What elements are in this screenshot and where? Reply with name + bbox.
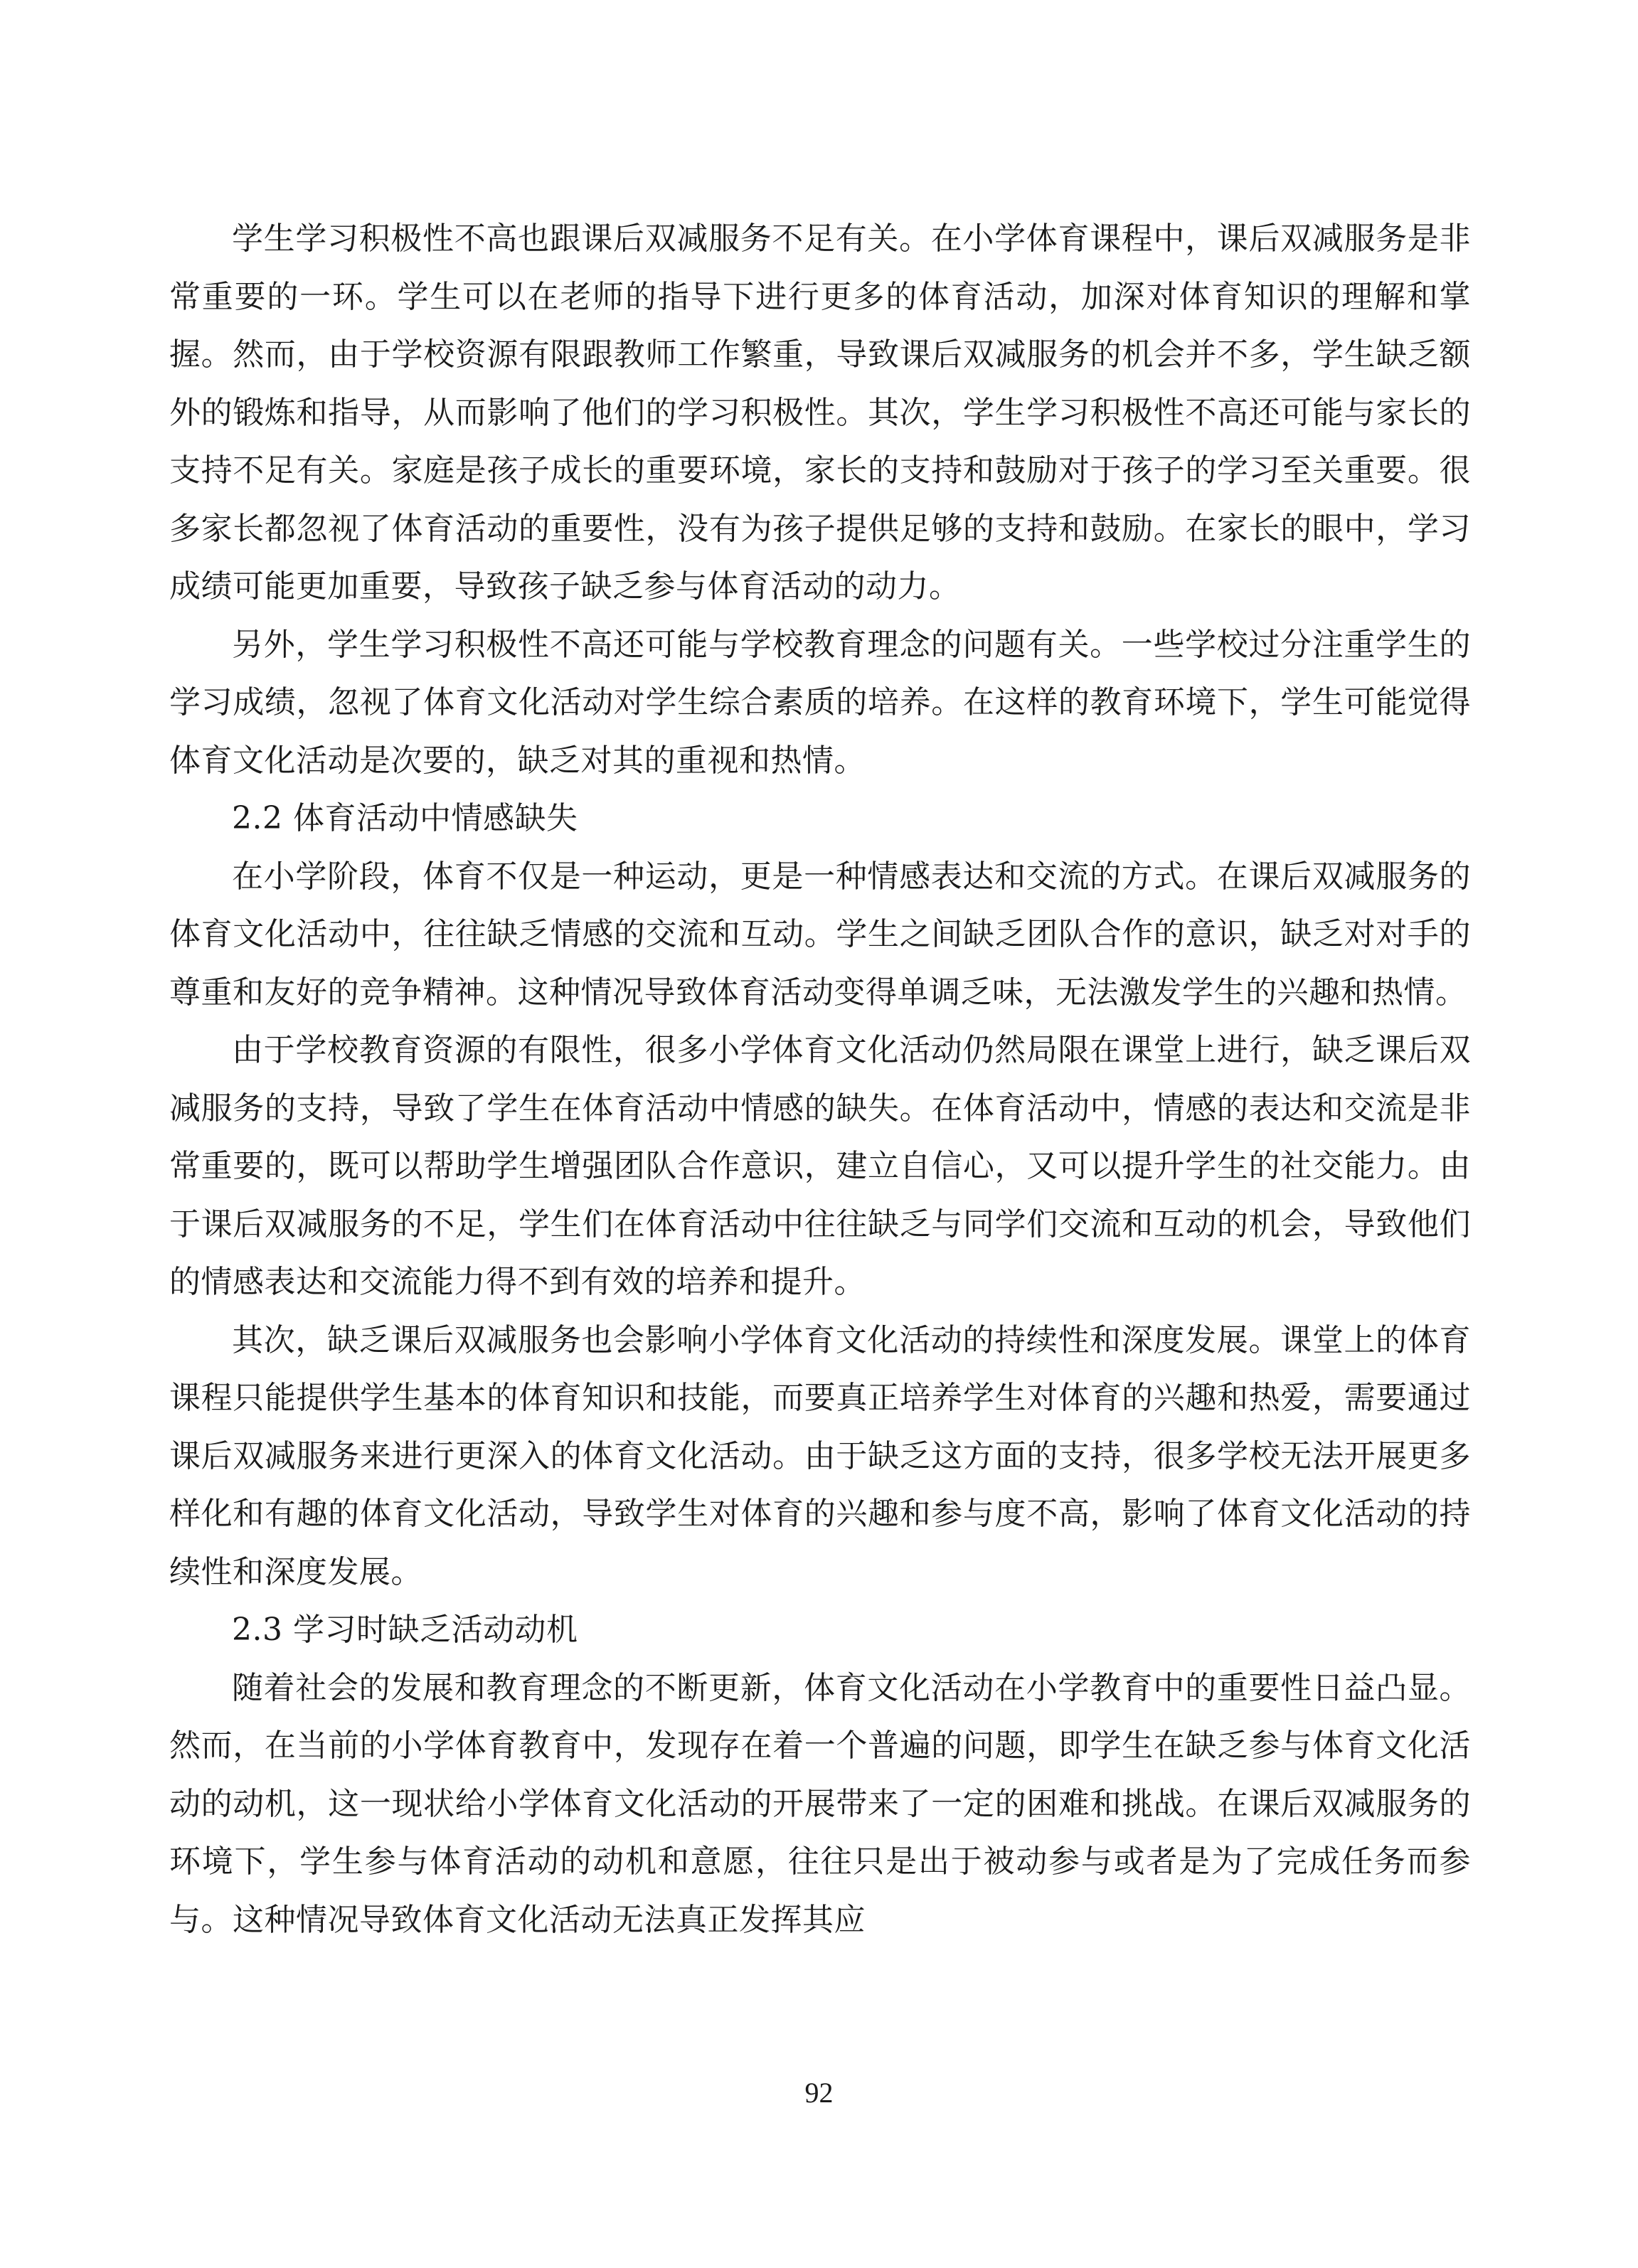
paragraph: 随着社会的发展和教育理念的不断更新，体育文化活动在小学教育中的重要性日益凸显。然而，在当前的小学体育教育中，发现存在着一个普遍的问题，即学生在缺乏参与体育文化活动的动机，这一现状给小学体育文化活动的开展带来了一定的困难和挑战。在课后双减服务的环境下，学生参与体育活动的动机和意愿，往往只是出于被动参与或者是为了完成任务而参与。这种情况导致体育文化活动无法真正发挥其应 [169, 1669, 1471, 1938]
document-body [169, 210, 1471, 1949]
paragraph: 另外，学生学习积极性不高还可能与学校教育理念的问题有关。一些学校过分注重学生的学习成绩，忽视了体育文化活动对学生综合素质的培养。在这样的教育环境下，学生可能觉得体育文化活动是次要的，缺乏对其的重视和热情。 [169, 626, 1471, 779]
paragraph: 其次，缺乏课后双减服务也会影响小学体育文化活动的持续性和深度发展。课堂上的体育课程只能提供学生基本的体育知识和技能，而要真正培养学生对体育的兴趣和热爱，需要通过课后双减服务来进行更深入的体育文化活动。由于缺乏这方面的支持，很多学校无法开展更多样化和有趣的体育文化活动，导致学生对体育的兴趣和参与度不高，影响了体育文化活动的持续性和深度发展。 [169, 1321, 1471, 1590]
section-heading-2-3: 2.3 学习时缺乏活动动机 [232, 1612, 578, 1648]
paragraph: 由于学校教育资源的有限性，很多小学体育文化活动仍然局限在课堂上进行，缺乏课后双减服务的支持，导致了学生在体育活动中情感的缺失。在体育活动中，情感的表达和交流是非常重要的，既可以帮助学生增强团队合作意识，建立自信心，又可以提升学生的社交能力。由于课后双减服务的不足，学生们在体育活动中往往缺乏与同学们交流和互动的机会，导致他们的情感表达和交流能力得不到有效的培养和提升。 [169, 1032, 1471, 1300]
paragraph: 学生学习积极性不高也跟课后双减服务不足有关。在小学体育课程中，课后双减服务是非常重要的一环。学生可以在老师的指导下进行更多的体育活动，加深对体育知识的理解和掌握。然而，由于学校资源有限跟教师工作繁重，导致课后双减服务的机会并不多，学生缺乏额外的锻炼和指导，从而影响了他们的学习积极性。其次，学生学习积极性不高还可能与家长的支持不足有关。家庭是孩子成长的重要环境，家长的支持和鼓励对于孩子的学习至关重要。很多家长都忽视了体育活动的重要性，没有为孩子提供足够的支持和鼓励。在家长的眼中，学习成绩可能更加重要，导致孩子缺乏参与体育活动的动力。 [169, 220, 1471, 605]
section-heading-2-2: 2.2 体育活动中情感缺失 [232, 800, 578, 836]
page-number: 92 [804, 2077, 834, 2109]
paragraph: 在小学阶段，体育不仅是一种运动，更是一种情感表达和交流的方式。在课后双减服务的体育文化活动中，往往缺乏情感的交流和互动。学生之间缺乏团队合作的意识，缺乏对对手的尊重和友好的竞争精神。这种情况导致体育活动变得单调乏味，无法激发学生的兴趣和热情。 [169, 858, 1471, 1011]
